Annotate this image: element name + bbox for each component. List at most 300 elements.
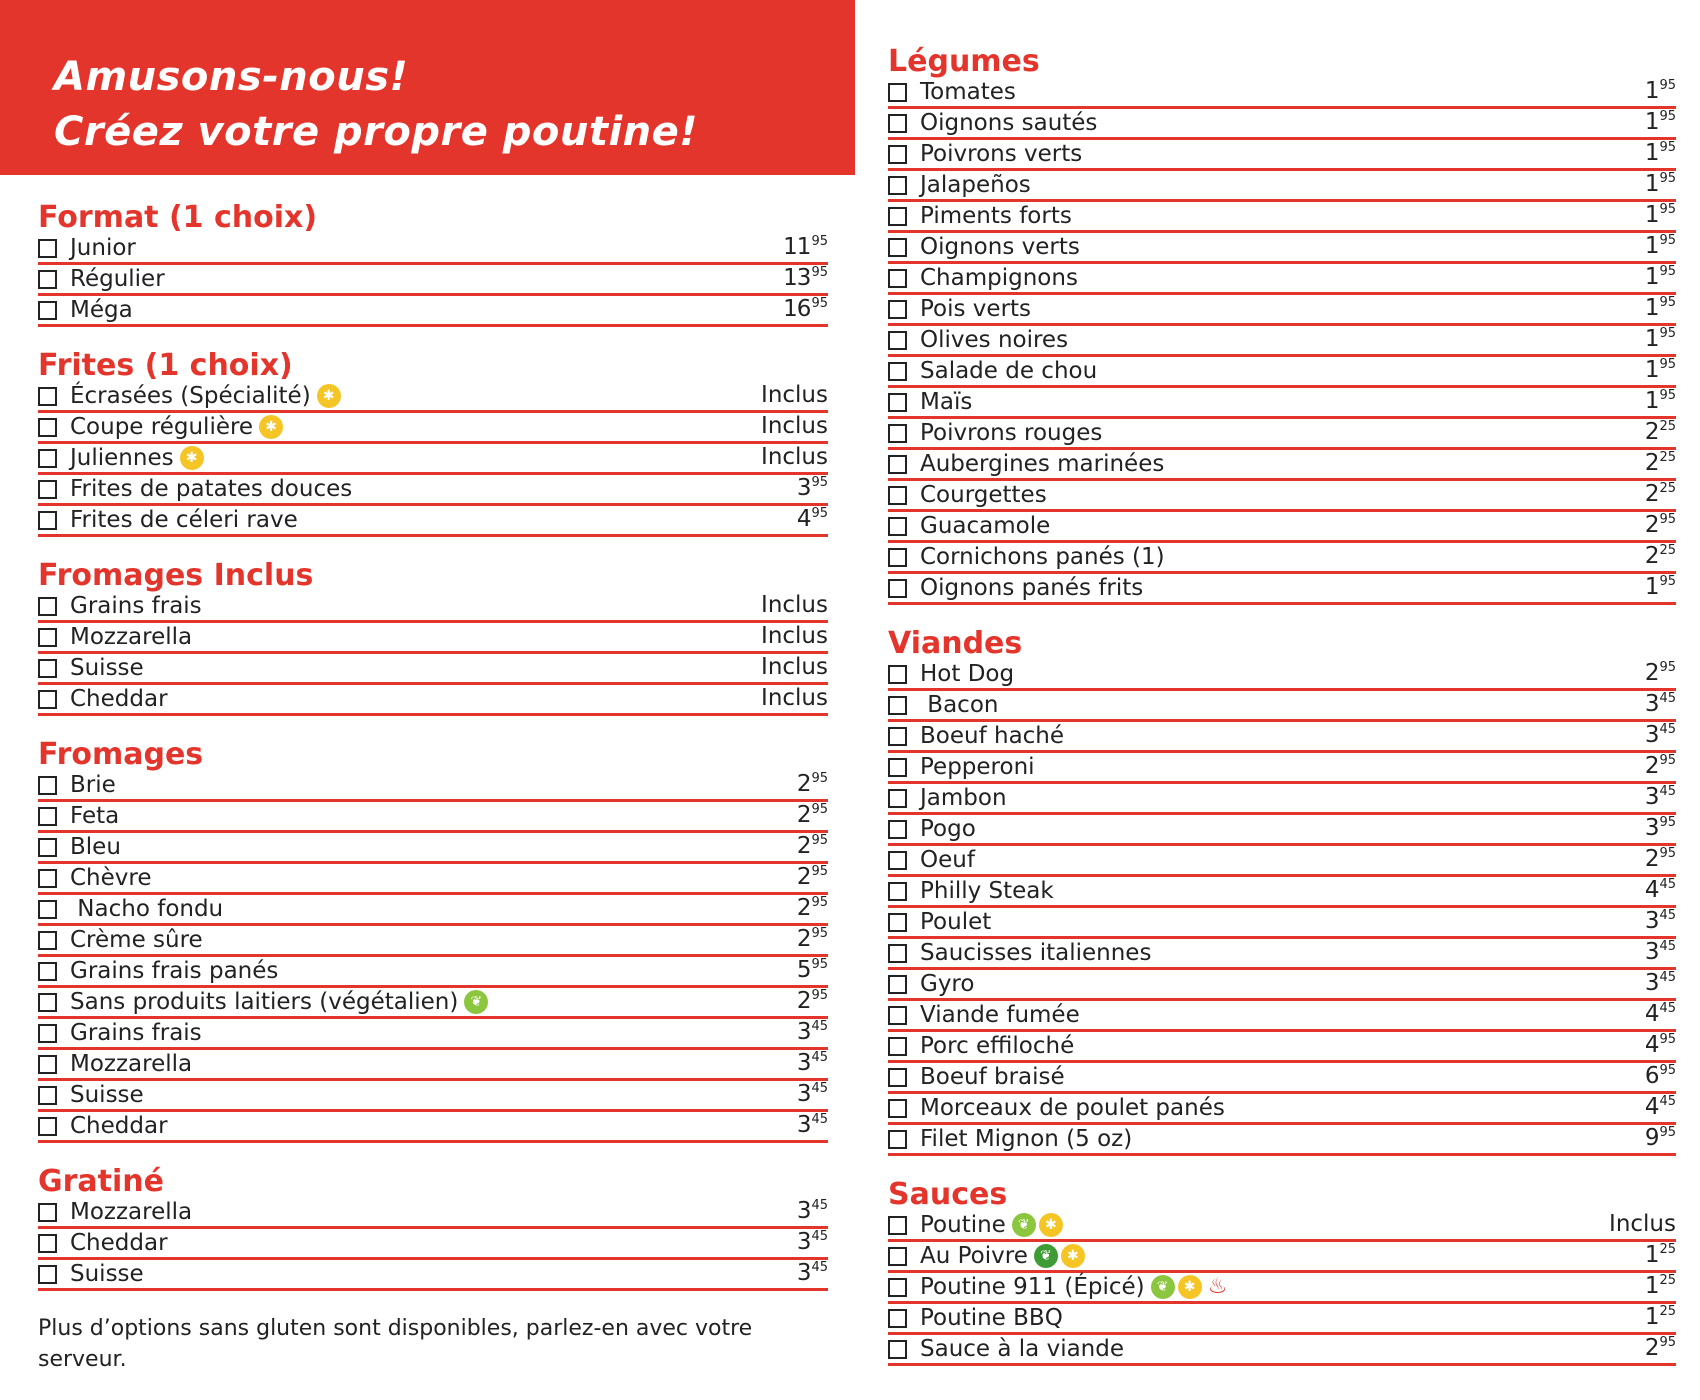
- item-label-group: [920, 78, 1022, 106]
- item-price: [797, 1080, 828, 1108]
- price-dollars: 1: [1644, 78, 1659, 104]
- item-name: Crème sûre: [70, 927, 203, 953]
- gluten-free-note: Plus d’options sans gluten sont disponibles, parlez-en avec votre serveur.: [38, 1316, 753, 1372]
- menu-item: [888, 1094, 1676, 1125]
- item-label-group: [70, 833, 127, 861]
- item-name: Pepperoni: [920, 754, 1035, 780]
- item-label-group: [920, 233, 1086, 261]
- item-checkbox[interactable]: [38, 418, 57, 437]
- vegan-icon: ❦: [1151, 1275, 1175, 1299]
- menu-item: [888, 1125, 1676, 1156]
- item-checkbox[interactable]: [38, 900, 57, 919]
- item-checkbox[interactable]: [888, 176, 907, 195]
- item-price: [1645, 356, 1676, 384]
- item-checkbox[interactable]: [888, 207, 907, 226]
- item-checkbox[interactable]: [38, 1203, 57, 1222]
- item-checkbox[interactable]: [888, 269, 907, 288]
- item-label-group: [70, 444, 207, 472]
- item-name: Feta: [70, 803, 120, 829]
- item-label-group: [70, 1081, 150, 1109]
- item-price: [1645, 845, 1676, 873]
- menu-item: [888, 660, 1676, 691]
- item-label-group: [920, 326, 1074, 354]
- item-price: [797, 1049, 828, 1077]
- item-checkbox[interactable]: [38, 776, 57, 795]
- item-price: [1645, 542, 1676, 570]
- item-checkbox[interactable]: [38, 869, 57, 888]
- price-cents: 45: [1659, 722, 1676, 737]
- item-checkbox[interactable]: [888, 300, 907, 319]
- price-dollars: 3: [1644, 970, 1659, 996]
- item-price: [797, 956, 828, 984]
- price-dollars: 4: [796, 506, 811, 532]
- item-price: [761, 443, 828, 471]
- menu-item: [38, 475, 828, 506]
- section-title-fromages-inclus: Fromages Inclus: [38, 558, 314, 593]
- price-cents: 95: [811, 234, 828, 249]
- item-label-group: [70, 475, 358, 503]
- item-checkbox[interactable]: [38, 511, 57, 530]
- item-checkbox[interactable]: [888, 424, 907, 443]
- section-title-viandes: Viandes: [888, 626, 1023, 661]
- item-name: Frites de patates douces: [70, 476, 353, 502]
- item-name: Régulier: [70, 266, 165, 292]
- menu-item: [888, 543, 1676, 574]
- menu-item: [888, 1032, 1676, 1063]
- item-price: [761, 591, 828, 619]
- item-label-group: [920, 1242, 1088, 1270]
- item-checkbox[interactable]: [38, 1265, 57, 1284]
- price-dollars: 2: [1644, 450, 1659, 476]
- menu-item: [38, 957, 828, 988]
- item-name: Suisse: [70, 1082, 144, 1108]
- price-dollars: 6: [1644, 1063, 1659, 1089]
- item-price: [1609, 1210, 1676, 1238]
- price-cents: 95: [811, 895, 828, 910]
- price-cents: 45: [811, 1112, 828, 1127]
- price-dollars: 2: [1644, 753, 1659, 779]
- price-dollars: 1: [1644, 1304, 1659, 1330]
- item-name: Poulet: [920, 909, 992, 935]
- price-dollars: 1: [1644, 109, 1659, 135]
- item-price: [761, 412, 828, 440]
- item-name: Pogo: [920, 816, 976, 842]
- menu-item: [38, 685, 828, 716]
- item-name: Champignons: [920, 265, 1078, 291]
- item-checkbox[interactable]: [888, 238, 907, 257]
- item-checkbox[interactable]: [38, 807, 57, 826]
- price-dollars: 3: [796, 1229, 811, 1255]
- item-checkbox[interactable]: [888, 789, 907, 808]
- price-dollars: 1: [1644, 574, 1659, 600]
- item-label-group: [70, 234, 142, 262]
- item-name: Salade de chou: [920, 358, 1098, 384]
- menu-item: [888, 388, 1676, 419]
- price-cents: 45: [1659, 784, 1676, 799]
- item-price: [1645, 77, 1676, 105]
- menu-item: [888, 295, 1676, 326]
- menu-item: [38, 771, 828, 802]
- price-cents: 45: [1659, 1094, 1676, 1109]
- item-checkbox[interactable]: [888, 1340, 907, 1359]
- item-price: [797, 832, 828, 860]
- item-price: [1645, 721, 1676, 749]
- item-checkbox[interactable]: [888, 145, 907, 164]
- item-price: [1645, 690, 1676, 718]
- price-dollars: 3: [1644, 784, 1659, 810]
- item-checkbox[interactable]: [38, 239, 57, 258]
- item-name: Filet Mignon (5 oz): [920, 1126, 1133, 1152]
- price-dollars: 3: [796, 1112, 811, 1138]
- price-cents: 95: [811, 802, 828, 817]
- item-price: [1645, 938, 1676, 966]
- item-checkbox[interactable]: [888, 851, 907, 870]
- price-included: Inclus: [761, 654, 828, 680]
- menu-item: [38, 1260, 828, 1291]
- item-price: [1645, 1334, 1676, 1362]
- item-checkbox[interactable]: [38, 628, 57, 647]
- menu-item: [38, 988, 828, 1019]
- item-checkbox[interactable]: [888, 1037, 907, 1056]
- item-checkbox[interactable]: [888, 944, 907, 963]
- section-sauces: [888, 1177, 1676, 1366]
- item-checkbox[interactable]: [888, 820, 907, 839]
- item-checkbox[interactable]: [38, 1117, 57, 1136]
- item-checkbox[interactable]: [888, 882, 907, 901]
- item-name: Grains frais panés: [70, 958, 279, 984]
- item-name: Piments forts: [920, 203, 1072, 229]
- item-checkbox[interactable]: [888, 548, 907, 567]
- price-cents: 95: [811, 957, 828, 972]
- price-included: Inclus: [761, 382, 828, 408]
- item-name: Jambon: [920, 785, 1007, 811]
- price-dollars: 2: [1644, 419, 1659, 445]
- item-checkbox[interactable]: [38, 1055, 57, 1074]
- item-label-group: [920, 543, 1171, 571]
- item-checkbox[interactable]: [38, 597, 57, 616]
- item-checkbox[interactable]: [888, 362, 907, 381]
- item-label-group: [70, 895, 229, 923]
- item-label-group: [920, 512, 1056, 540]
- item-checkbox[interactable]: [38, 931, 57, 950]
- item-name: Cornichons panés (1): [920, 544, 1165, 570]
- right-column: [888, 44, 1676, 1387]
- vegan-dark-icon: ❦: [1034, 1244, 1058, 1268]
- item-checkbox[interactable]: [38, 270, 57, 289]
- item-name: Mozzarella: [70, 624, 193, 650]
- item-price: [1645, 449, 1676, 477]
- item-checkbox[interactable]: [38, 301, 57, 320]
- item-label-group: [920, 846, 981, 874]
- item-name: Cheddar: [70, 1230, 168, 1256]
- item-price: [1645, 511, 1676, 539]
- price-cents: 95: [811, 506, 828, 521]
- item-label-group: [70, 623, 198, 651]
- item-label-group: [920, 1304, 1069, 1332]
- item-checkbox[interactable]: [888, 727, 907, 746]
- item-checkbox[interactable]: [888, 393, 907, 412]
- item-checkbox[interactable]: [888, 1068, 907, 1087]
- price-dollars: 1: [1644, 326, 1659, 352]
- menu-item: [38, 654, 828, 685]
- item-checkbox[interactable]: [38, 993, 57, 1012]
- price-dollars: 2: [1644, 543, 1659, 569]
- item-checkbox[interactable]: [38, 1024, 57, 1043]
- price-dollars: 1: [1644, 388, 1659, 414]
- price-cents: 45: [1659, 908, 1676, 923]
- item-price: [1645, 480, 1676, 508]
- price-dollars: 2: [796, 771, 811, 797]
- item-price: [1645, 659, 1676, 687]
- price-cents: 95: [1659, 574, 1676, 589]
- item-label-group: [70, 654, 150, 682]
- menu-item: [38, 506, 828, 537]
- price-cents: 25: [1659, 1242, 1676, 1257]
- price-dollars: 3: [1644, 815, 1659, 841]
- item-checkbox[interactable]: [888, 913, 907, 932]
- menu-item: [38, 413, 828, 444]
- item-checkbox[interactable]: [888, 455, 907, 474]
- menu-item: [888, 970, 1676, 1001]
- menu-item: [38, 864, 828, 895]
- section-frites: [38, 348, 828, 537]
- item-checkbox[interactable]: [38, 962, 57, 981]
- gluten-free-icon: ✱: [259, 415, 283, 439]
- item-checkbox[interactable]: [888, 486, 907, 505]
- price-dollars: 1: [1644, 1273, 1659, 1299]
- item-label-group: [920, 140, 1088, 168]
- menu-item: [888, 877, 1676, 908]
- price-cents: 95: [811, 475, 828, 490]
- item-checkbox[interactable]: [888, 517, 907, 536]
- price-cents: 95: [1659, 171, 1676, 186]
- item-label-group: [920, 753, 1041, 781]
- price-cents: 95: [811, 926, 828, 941]
- price-dollars: 4: [1644, 1032, 1659, 1058]
- price-dollars: 3: [796, 475, 811, 501]
- item-checkbox[interactable]: [888, 1309, 907, 1328]
- price-cents: 45: [1659, 1001, 1676, 1016]
- item-name: Porc effiloché: [920, 1033, 1075, 1059]
- item-label-group: [920, 481, 1053, 509]
- menu-item: [888, 512, 1676, 543]
- item-price: [1645, 1303, 1676, 1331]
- item-checkbox[interactable]: [888, 1006, 907, 1025]
- item-checkbox[interactable]: [888, 1247, 907, 1266]
- item-name: Poutine: [920, 1212, 1006, 1238]
- price-dollars: 1: [1644, 202, 1659, 228]
- price-cents: 95: [1659, 512, 1676, 527]
- price-included: Inclus: [761, 592, 828, 618]
- menu-item: [38, 895, 828, 926]
- item-name: Gyro: [920, 971, 975, 997]
- item-label-group: [920, 1273, 1234, 1301]
- price-cents: 95: [1659, 388, 1676, 403]
- item-name: Chèvre: [70, 865, 152, 891]
- item-label-group: [70, 1019, 208, 1047]
- menu-item: [38, 926, 828, 957]
- item-label-group: [920, 908, 997, 936]
- menu-item: [888, 908, 1676, 939]
- item-checkbox[interactable]: [38, 690, 57, 709]
- section-fromages: [38, 737, 828, 1143]
- price-cents: 25: [1659, 450, 1676, 465]
- item-price: [1645, 1093, 1676, 1121]
- item-label-group: [920, 264, 1084, 292]
- item-price: [797, 987, 828, 1015]
- item-price: [1645, 1241, 1676, 1269]
- menu-item: [888, 722, 1676, 753]
- price-cents: 95: [811, 265, 828, 280]
- price-cents: 45: [811, 1019, 828, 1034]
- item-checkbox[interactable]: [888, 1278, 907, 1297]
- item-name: Boeuf haché: [920, 723, 1065, 749]
- item-name: Junior: [70, 235, 136, 261]
- price-cents: 95: [1659, 846, 1676, 861]
- menu-item: [38, 1081, 828, 1112]
- item-checkbox[interactable]: [888, 1216, 907, 1235]
- menu-item: [888, 481, 1676, 512]
- item-price: [1645, 263, 1676, 291]
- item-price: [1645, 907, 1676, 935]
- spicy-pepper-icon: ♨: [1207, 1274, 1228, 1299]
- item-label-group: [920, 784, 1013, 812]
- item-checkbox[interactable]: [888, 758, 907, 777]
- item-checkbox[interactable]: [38, 1234, 57, 1253]
- price-cents: 95: [1659, 78, 1676, 93]
- menu-item: [888, 78, 1676, 109]
- price-cents: 95: [1659, 109, 1676, 124]
- menu-item: [38, 1112, 828, 1143]
- item-label-group: [70, 413, 286, 441]
- menu-item: [888, 753, 1676, 784]
- item-name: Juliennes: [70, 445, 174, 471]
- price-cents: 25: [1659, 1304, 1676, 1319]
- gluten-free-icon: ✱: [317, 384, 341, 408]
- item-price: [1645, 108, 1676, 136]
- item-price: [1645, 1272, 1676, 1300]
- item-checkbox[interactable]: [888, 1099, 907, 1118]
- menu-item: [888, 233, 1676, 264]
- item-price: [1645, 387, 1676, 415]
- item-name: Guacamole: [920, 513, 1051, 539]
- item-name: Oignons panés frits: [920, 575, 1144, 601]
- item-price: [761, 653, 828, 681]
- item-price: [1645, 814, 1676, 842]
- price-cents: 95: [1659, 202, 1676, 217]
- item-checkbox[interactable]: [888, 665, 907, 684]
- item-checkbox[interactable]: [888, 1130, 907, 1149]
- section-title-fromages: Fromages: [38, 737, 204, 772]
- item-name: Morceaux de poulet panés: [920, 1095, 1225, 1121]
- item-checkbox[interactable]: [888, 579, 907, 598]
- item-price: [1645, 1000, 1676, 1028]
- item-price: [797, 863, 828, 891]
- item-checkbox[interactable]: [888, 114, 907, 133]
- item-checkbox[interactable]: [38, 480, 57, 499]
- menu-item: [888, 784, 1676, 815]
- price-dollars: 2: [796, 988, 811, 1014]
- price-cents: 95: [1659, 264, 1676, 279]
- gluten-free-icon: ✱: [180, 446, 204, 470]
- item-price: [1645, 418, 1676, 446]
- item-name: Philly Steak: [920, 878, 1054, 904]
- price-cents: 95: [1659, 295, 1676, 310]
- item-name: Oignons sautés: [920, 110, 1098, 136]
- price-dollars: 3: [1644, 722, 1659, 748]
- price-cents: 45: [811, 1198, 828, 1213]
- price-cents: 25: [1659, 1273, 1676, 1288]
- item-label-group: [920, 295, 1037, 323]
- price-cents: 25: [1659, 543, 1676, 558]
- price-dollars: 4: [1644, 877, 1659, 903]
- price-dollars: 2: [1644, 660, 1659, 686]
- item-checkbox[interactable]: [888, 696, 907, 715]
- menu-item: [888, 140, 1676, 171]
- item-checkbox[interactable]: [888, 331, 907, 350]
- menu-item: [38, 444, 828, 475]
- item-label-group: [920, 660, 1020, 688]
- item-label-group: [920, 939, 1157, 967]
- item-checkbox[interactable]: [38, 449, 57, 468]
- price-dollars: 3: [1644, 908, 1659, 934]
- item-label-group: [70, 864, 158, 892]
- item-name: Cheddar: [70, 686, 168, 712]
- price-cents: 95: [1659, 660, 1676, 675]
- item-name: Sauce à la viande: [920, 1336, 1125, 1362]
- item-label-group: [920, 815, 982, 843]
- item-price: [1645, 1031, 1676, 1059]
- header-title-line-1: Amusons-nous!: [54, 54, 409, 100]
- item-label-group: [70, 592, 208, 620]
- section-title-sauces: Sauces: [888, 1177, 1008, 1212]
- menu-item: [38, 382, 828, 413]
- item-price: [797, 770, 828, 798]
- item-price: [797, 1018, 828, 1046]
- menu-item: [38, 1229, 828, 1260]
- item-price: [1645, 325, 1676, 353]
- item-checkbox[interactable]: [888, 975, 907, 994]
- item-checkbox[interactable]: [888, 83, 907, 102]
- price-dollars: 16: [783, 296, 811, 322]
- price-cents: 95: [811, 833, 828, 848]
- price-dollars: 2: [796, 895, 811, 921]
- item-name: Frites de céleri rave: [70, 507, 298, 533]
- item-label-group: [70, 1260, 150, 1288]
- item-checkbox[interactable]: [38, 1086, 57, 1105]
- item-checkbox[interactable]: [38, 659, 57, 678]
- gluten-free-icon: ✱: [1178, 1275, 1202, 1299]
- price-dollars: 13: [783, 265, 811, 291]
- item-label-group: [70, 957, 284, 985]
- item-name: Hot Dog: [920, 661, 1015, 687]
- menu-item: [888, 450, 1676, 481]
- price-dollars: 3: [796, 1081, 811, 1107]
- price-dollars: 3: [1644, 691, 1659, 717]
- header-title-line-2: Créez votre propre poutine!: [54, 109, 699, 155]
- menu-item: [38, 1050, 828, 1081]
- menu-item: [888, 419, 1676, 450]
- item-label-group: [920, 1032, 1080, 1060]
- item-label-group: [70, 1229, 174, 1257]
- price-cents: 45: [811, 1050, 828, 1065]
- price-cents: 45: [1659, 939, 1676, 954]
- price-dollars: 2: [796, 864, 811, 890]
- menu-item: [888, 357, 1676, 388]
- item-checkbox[interactable]: [38, 387, 57, 406]
- item-name: Poutine BBQ: [920, 1305, 1063, 1331]
- item-checkbox[interactable]: [38, 838, 57, 857]
